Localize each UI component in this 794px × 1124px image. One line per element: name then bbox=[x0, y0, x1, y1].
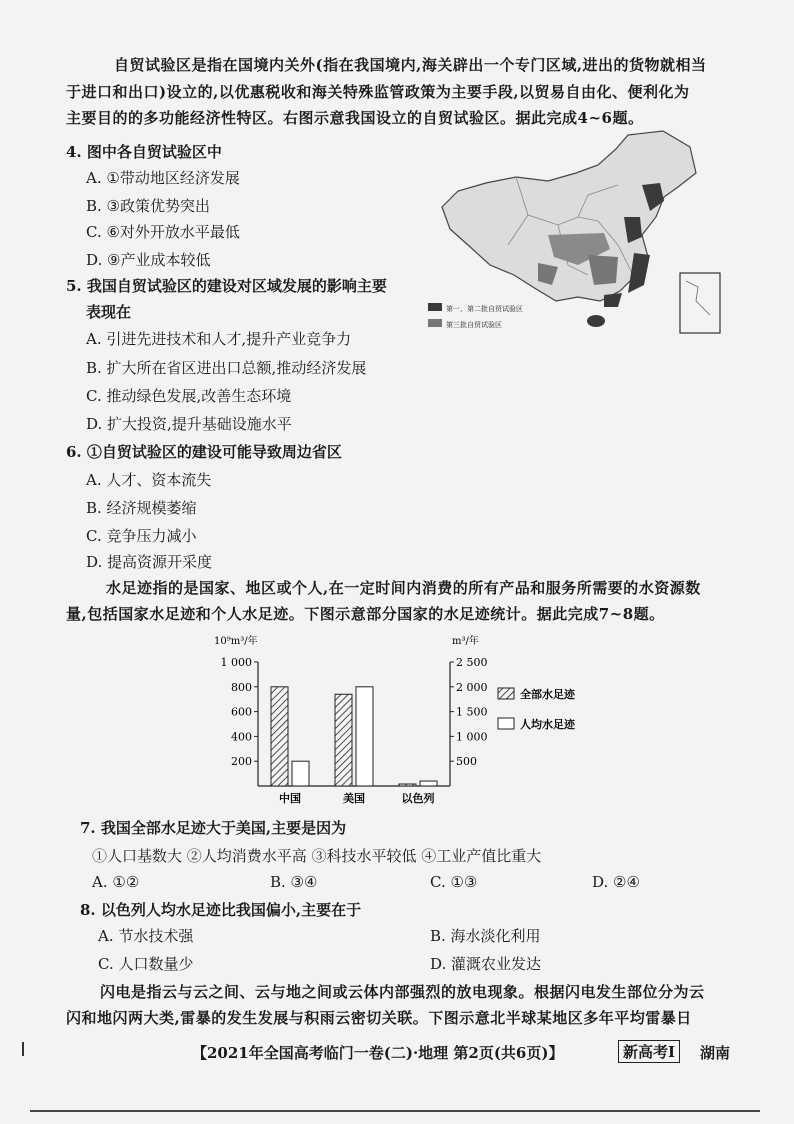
q8-option-c: C. 人口数量少 bbox=[98, 955, 194, 973]
q8-stem: 8. 以色列人均水足迹比我国偏小,主要在于 bbox=[80, 901, 362, 919]
q5-option-b: B. 扩大所在省区进出口总额,推动经济发展 bbox=[86, 359, 367, 377]
intro2-line2: 量,包括国家水足迹和个人水足迹。下图示意部分国家的水足迹统计。据此完成7~8题。 bbox=[66, 605, 665, 623]
margin-tick bbox=[22, 1042, 24, 1056]
category-label: 以色列 bbox=[401, 792, 435, 805]
q8-option-a: A. 节水技术强 bbox=[98, 927, 194, 945]
q7-items: ①人口基数大 ②人均消费水平高 ③科技水平较低 ④工业产值比重大 bbox=[92, 847, 542, 865]
zone-south bbox=[604, 293, 622, 307]
intro1-line3: 主要目的的多功能经济性特区。右图示意我国设立的自贸试验区。据此完成4~6题。 bbox=[66, 109, 644, 127]
water-footprint-chart bbox=[210, 634, 630, 810]
q7-stem: 7. 我国全部水足迹大于美国,主要是因为 bbox=[80, 819, 347, 837]
bar-total bbox=[399, 784, 416, 786]
legend-label-per-capita: 人均水足迹 bbox=[520, 718, 575, 731]
legend-swatch-1 bbox=[428, 303, 442, 311]
china-mainland-shape bbox=[442, 131, 696, 301]
left-tick-label: 200 bbox=[231, 755, 252, 769]
left-tick-label: 800 bbox=[231, 680, 252, 694]
china-free-trade-zone-map bbox=[428, 125, 728, 355]
q7-option-d: D. ②④ bbox=[592, 873, 640, 891]
south-china-sea-inset bbox=[680, 273, 720, 333]
q7-option-b: B. ③④ bbox=[270, 873, 318, 891]
left-tick-label: 600 bbox=[231, 705, 252, 719]
map-svg bbox=[428, 125, 728, 355]
intro2-line1: 水足迹指的是国家、地区或个人,在一定时间内消费的所有产品和服务所需要的水资源数 bbox=[106, 579, 701, 597]
right-axis-unit: m³/年 bbox=[452, 636, 479, 647]
q6-stem: 6. ①自贸试验区的建设可能导致周边省区 bbox=[66, 443, 342, 461]
q7-option-c: C. ①③ bbox=[430, 873, 478, 891]
legend-swatch-total bbox=[498, 688, 514, 699]
bar-per-capita bbox=[420, 781, 437, 786]
q5-option-a: A. 引进先进技术和人才,提升产业竞争力 bbox=[86, 330, 352, 348]
bottom-rule bbox=[30, 1110, 760, 1112]
q4-option-b: B. ③政策优势突出 bbox=[86, 197, 211, 215]
q5-option-d: D. 扩大投资,提升基础设施水平 bbox=[86, 415, 292, 433]
q6-option-d: D. 提高资源开采度 bbox=[86, 553, 213, 571]
q4-stem: 4. 图中各自贸试验区中 bbox=[66, 143, 222, 161]
right-tick-label: 1 000 bbox=[456, 730, 488, 744]
right-tick-label: 1 500 bbox=[456, 705, 488, 719]
right-tick-label: 500 bbox=[456, 755, 477, 769]
intro1-line2: 于进口和出口)设立的,以优惠税收和海关特殊监管政策为主要手段,以贸易自由化、便利化为 bbox=[66, 83, 690, 101]
q7-option-a: A. ①② bbox=[92, 873, 140, 891]
q8-option-b: B. 海水淡化利用 bbox=[430, 927, 541, 945]
bar-total bbox=[271, 687, 288, 786]
bar-per-capita bbox=[292, 761, 309, 786]
zone-hainan bbox=[587, 315, 605, 327]
category-label: 美国 bbox=[343, 792, 365, 805]
bar-per-capita bbox=[356, 687, 373, 786]
q6-option-a: A. 人才、资本流失 bbox=[86, 471, 212, 489]
footer-title: 【2021年全国高考临门一卷(二)·地理 第2页(共6页)】 bbox=[192, 1044, 564, 1062]
left-tick-label: 1 000 bbox=[220, 656, 252, 669]
right-tick-label: 2 500 bbox=[456, 656, 488, 669]
q8-option-d: D. 灌溉农业发达 bbox=[430, 955, 542, 973]
intro1-line1: 自贸试验区是指在国境内关外(指在我国境内,海关辟出一个专门区域,进出的货物就相当 bbox=[114, 56, 707, 74]
legend-swatch-2 bbox=[428, 319, 442, 327]
category-label: 中国 bbox=[279, 792, 301, 805]
footer-edition-tag: 新高考Ⅰ bbox=[618, 1040, 680, 1063]
q4-option-a: A. ①带动地区经济发展 bbox=[86, 169, 240, 187]
q4-option-d: D. ⑨产业成本较低 bbox=[86, 251, 211, 269]
left-tick-label: 400 bbox=[231, 730, 252, 744]
intro3-line2: 闪和地闪两大类,雷暴的发生发展与积雨云密切关联。下图示意北半球某地区多年平均雷暴日 bbox=[66, 1009, 692, 1027]
legend-label-1: 第一、第二批自贸试验区 bbox=[446, 305, 523, 313]
right-tick-label: 2 000 bbox=[456, 680, 488, 694]
bar-total bbox=[335, 694, 352, 786]
intro3-line1: 闪电是指云与云之间、云与地之间或云体内部强烈的放电现象。根据闪电发生部位分为云 bbox=[100, 983, 705, 1001]
q5-stem: 5. 我国自贸试验区的建设对区域发展的影响主要 bbox=[66, 277, 387, 295]
q5-stem-cont: 表现在 bbox=[86, 303, 132, 321]
left-axis-unit: 10⁹m³/年 bbox=[214, 636, 258, 647]
footer-region: 湖南 bbox=[700, 1044, 731, 1062]
q6-option-b: B. 经济规模萎缩 bbox=[86, 499, 197, 517]
legend-label-total: 全部水足迹 bbox=[520, 688, 575, 701]
q5-option-c: C. 推动绿色发展,改善生态环境 bbox=[86, 387, 292, 405]
legend-swatch-per-capita bbox=[498, 718, 514, 729]
chart-svg bbox=[210, 634, 630, 810]
q4-option-c: C. ⑥对外开放水平最低 bbox=[86, 223, 240, 241]
legend-label-2: 第三批自贸试验区 bbox=[446, 321, 502, 329]
q6-option-c: C. 竞争压力减小 bbox=[86, 527, 197, 545]
